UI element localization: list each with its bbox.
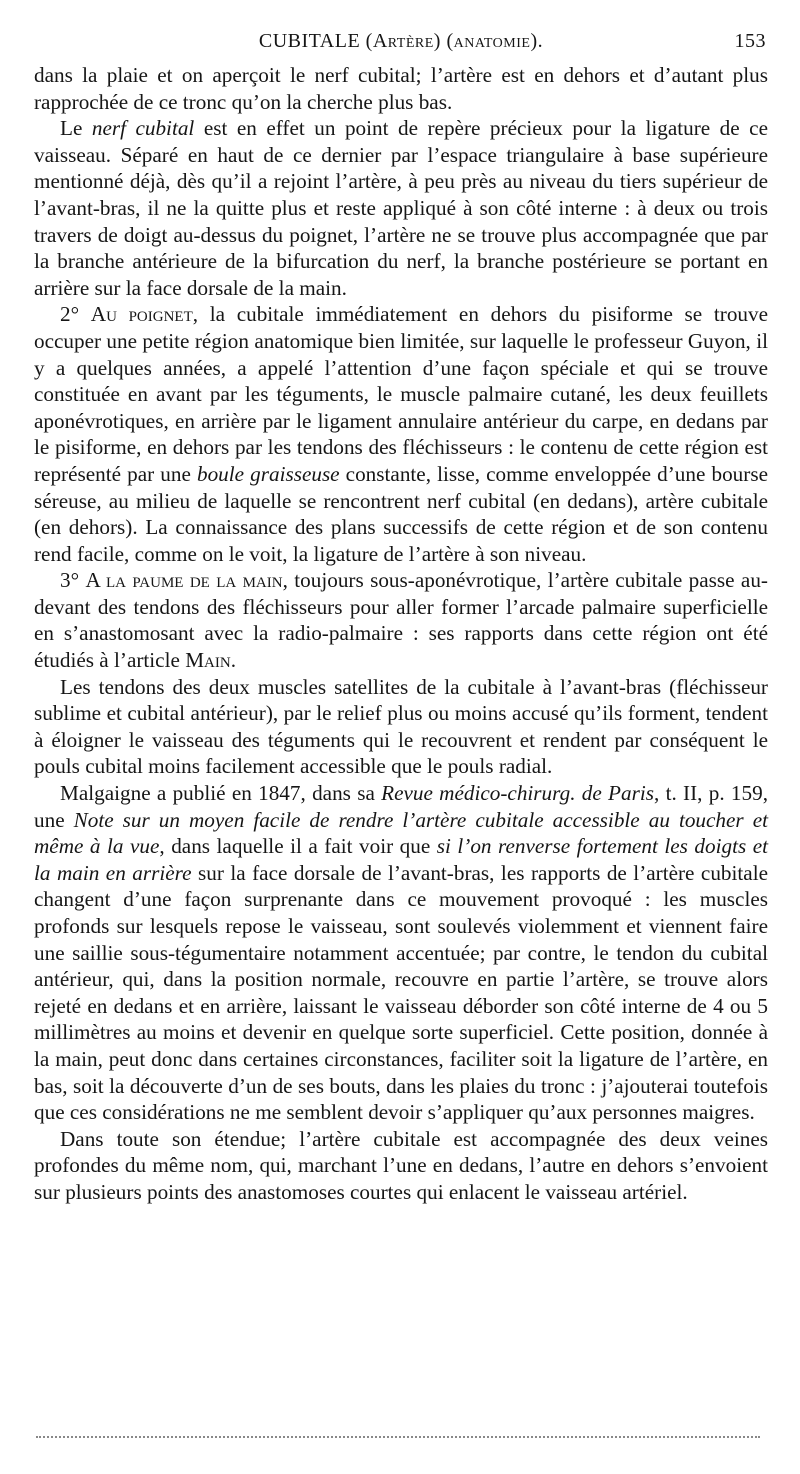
paragraph-4-text-a: , toujours sous-aponévrotique, l’artère cubitale passe au-devant des tendons des fléchisseurs pour aller former l’arcade palmaire superficielle en s’anastomosant avec la radio-palmaire : ses rapports dans cette région ont été étudiés à l’article — [34, 568, 768, 673]
body-text — [34, 62, 768, 1206]
paragraph-3-text-c: constante, lisse, comme enveloppée d’une bourse séreuse, au milieu de laquelle se rencontrent nerf cubital (en dedans), artère cubitale (en dehors). La connaissance des plans successifs de cette région et de son contenu rend facile, comme on le voit, la ligature de l’artère à son niveau. — [34, 461, 768, 566]
section-3-number: 3° — [60, 568, 86, 593]
document-page — [34, 26, 768, 1446]
paragraph-6-text-g: sur la face dorsale de l’avant-bras, les rapports de l’artère cubitale changent d’une façon surprenante dans ce mouvement provoqué : les muscles profonds sur lesquels repose le vaisseau, sont soulevés violemment et viennent faire une saillie sous-tégumentaire notamment accentuée; par contre, le tendon du cubital antérieur, qui, dans la position normale, recouvre en partie l’artère, se trouve alors rejeté en dedans et en arrière, laissant le vaisseau déborder son côté interne de 4 ou 5 millimètres au moins et devenir en quelque sorte superficiel. Cette position, donnée à la main, peut donc dans certaines circonstances, faciliter soit la ligature de l’artère, en bas, soit la découverte d’un de ses bouts, dans les plaies du tronc : j’ajouterai toutefois que ces considérations ne me semblent devoir s’appliquer qu’aux personnes maigres. — [34, 860, 768, 1125]
paragraph-6-italic-clause: si l’on renverse fortement les doigts et la main en arrière — [34, 834, 769, 885]
paragraph-6-note-title: Note sur un moyen facile de rendre l’artère cubitale accessible au toucher et même à la vue — [34, 807, 768, 859]
running-header — [34, 26, 768, 62]
paragraph-6-journal-title: Revue médico-chirurg. de Paris — [381, 781, 654, 806]
page-number: 153 — [734, 30, 766, 52]
footer-dotted-rule — [36, 1436, 760, 1438]
paragraph-1: dans la plaie et on aperçoit le nerf cubital; l’artère est en dehors et d’autant plus rapprochée de ce tronc qu’on la cherche plus bas. — [34, 63, 768, 114]
paragraph-6 — [34, 780, 768, 1126]
section-2-number: 2° — [60, 302, 91, 327]
paragraph-4 — [34, 567, 768, 673]
header-title — [34, 30, 768, 53]
header-anatomie: (anatomie). — [446, 30, 544, 52]
paragraph-3-text-a: , la cubitale immédiatement en dehors du pisiforme se trouve occuper une petite région anatomique bien limitée, sur laquelle le professeur Guyon, il y a quelques années, a appelé l’attention d’une façon spéciale et qui se trouve constituée en avant par les téguments, le muscle palmaire cutané, les deux feuillets aponévrotiques, en arrière par le ligament annulaire antérieur du carpe, en dedans par le pisiforme, en dehors par les tendons des fléchisseurs : le contenu de cette région est représenté par une — [34, 302, 768, 486]
header-word: CUBITALE — [258, 30, 361, 52]
header-artere: (Artère) — [365, 30, 441, 52]
paragraph-6-text-a: Malgaigne a publié en 1847, dans sa — [60, 781, 382, 806]
paragraph-6-text-c: , t. II, p. 159, une — [34, 781, 768, 832]
article-reference: Main — [185, 648, 231, 673]
paragraph-2-text-a: Le — [60, 116, 92, 141]
paragraph-7: Dans toute son étendue; l’artère cubitale est accompagnée des deux veines profondes du même nom, qui, marchant l’une en dedans, l’autre en dehors s’envoient sur plusieurs points des anastomoses courtes qui enlacent le vaisseau artériel. — [34, 1126, 768, 1204]
paragraph-4-text-b: . — [230, 648, 236, 673]
paragraph-3-italic: boule graisseuse — [196, 461, 340, 486]
paragraph-5: Les tendons des deux muscles satellites de la cubitale à l’avant-bras (fléchisseur sublime et cubital antérieur), par le relief plus ou moins accusé qu’ils forment, tendent à éloigner le vaisseau des téguments qui le recouvrent et rendent par conséquent le pouls cubital moins facilement accessible que le pouls radial. — [34, 674, 768, 779]
section-3-heading: A la paume de la main — [85, 568, 283, 593]
section-2-heading: Au poignet — [90, 302, 193, 327]
paragraph-6-text-e: , dans laquelle il a fait voir que — [159, 834, 437, 859]
paragraph-3 — [34, 301, 768, 567]
paragraph-2 — [34, 115, 768, 301]
paragraph-2-text-c: est en effet un point de repère précieux pour la ligature de ce vaisseau. Séparé en haut de ce dernier par l’espace triangulaire à base supérieure mentionné déjà, dès qu’il a rejoint l’artère, à peu près au niveau du tiers supérieur de l’avant-bras, il ne la quitte plus et reste appliqué à son côté interne : à deux ou trois travers de doigt au-dessus du poignet, l’artère ne se trouve plus accompagnée que par la branche antérieure de la bifurcation du nerf, la branche postérieure se portant en arrière sur la face dorsale de la main. — [34, 116, 768, 300]
paragraph-2-italic: nerf cubital — [91, 116, 195, 141]
